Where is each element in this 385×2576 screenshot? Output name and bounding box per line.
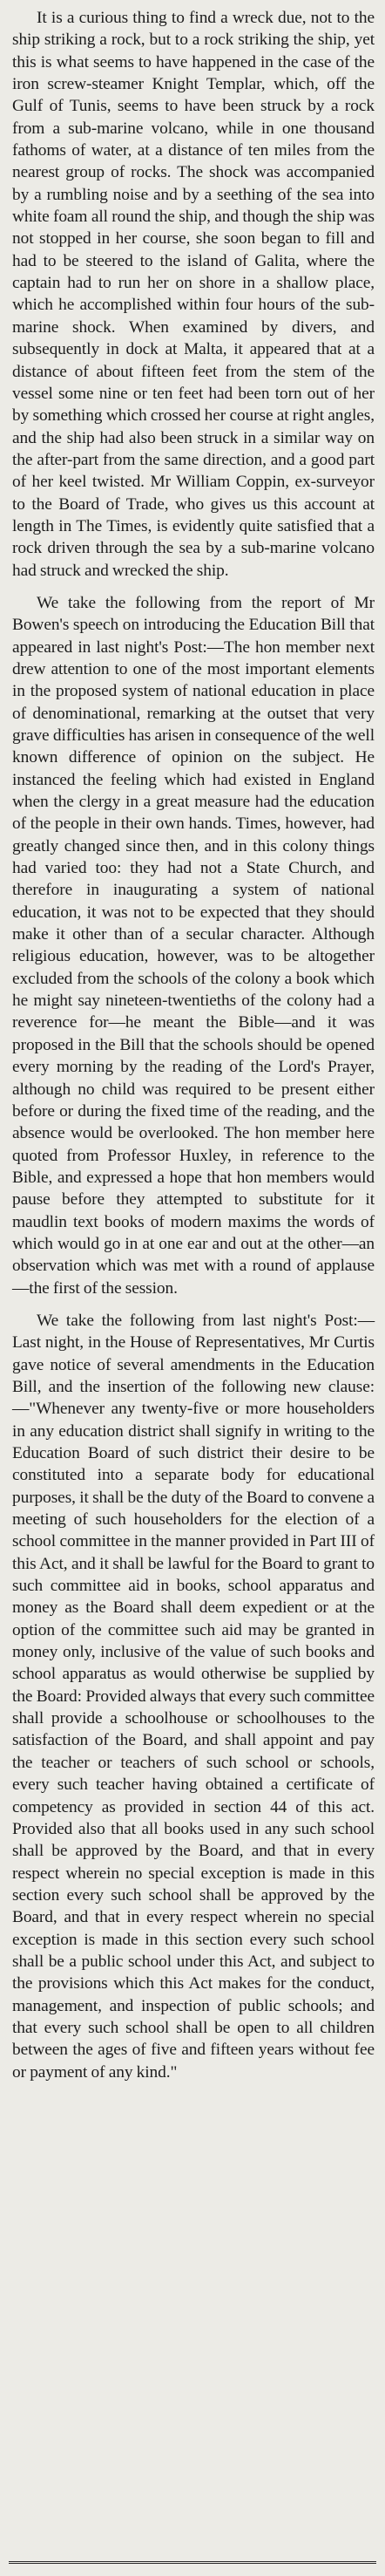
paragraph-new-clause: We take the following from last night's Post:—Last night, in the House of Representatives, Mr Curtis gave notice of several amendments in the Education Bill, and the insertion of the following new clause:—"Whenever any twenty-five or more householders in any education district shall signify in writing to the Education Board of such district their desire to be constituted into a separate body for educational purposes, it shall be the duty of the Board to convene a meeting of such householders for the election of a school committee in the manner provided in Part III of this Act, and it shall be lawful for the Board to grant to such committee aid in books, school apparatus and money as the Board shall deem expedient or at the option of the committee such aid may be granted in money only, inclusive of the value of such books and school apparatus as would otherwise be supplied by the Board: Provided always that every such committee shall provide a schoolhouse or schoolhouses to the satisfaction of the Board, and shall appoint and pay the teacher or teachers of such school or schools, every such teacher having obtained a certificate of competency as provided in section 44 of this act. Provided also that all books used in any such school shall be approved by the Board, and that in every respect wherein no special exception is made in this section every such school shall be approved by the Board, and that in every respect wherein no special exception is made in this section every such school shall be a public school under this Act, and subject to the provisions which this Act makes for the conduct, management, and inspection of public schools; and that every such school shall be open to all children between the ages of five and fifteen years without fee or payment of any kind." (12, 1311, 375, 2082)
paragraph-wreck: It is a curious thing to find a wreck due, not to the ship striking a rock, but to a rock striking the ship, yet this is what seems to have happened in the case of the iron screw-steamer Knight Templar, which, off the Gulf of Tunis, seems to have been struck by a rock from a sub-marine volcano, while in one thousand fathoms of water, at a distance of ten miles from the nearest group of rocks. The shock was accompanied by a rumbling noise and by a seething of the sea into white foam all round the ship, and though the ship was not stopped in her course, she soon began to fill and had to be steered to the island of Galita, where the captain had to run her on shore in a shallow place, which he accomplished within four hours of the sub-marine shock. When examined by divers, and subsequently in dock at Malta, it appeared that at a distance of about fifteen feet from the stem of the vessel some nine or ten feet had been torn out of her by something which crossed her course at right angles, and the ship had also been struck in a similar way on the after-part from the same direction, and a good part of her keel twisted. Mr William Coppin, ex-surveyor to the Board of Trade, who gives us this account at length in The Times, is evidently quite satisfied that a rock driven through the sea by a sub-marine volcano had struck and wrecked the ship. (12, 9, 375, 580)
end-rule-divider (9, 2561, 376, 2564)
article-body (12, 7, 375, 2083)
paragraph-education-speech: We take the following from the report of Mr Bowen's speech on introducing the Education Bill that appeared in last night's Post:—The hon member next drew attention to one of the most important elements in the proposed system of national education in place of denominational, remarking at the outset that very grave difficulties has arisen in consequence of the well known difference of opinion on the subject. He instanced the feeling which had existed in England when the clergy in a great measure had the education of the people in their own hands. Times, however, had greatly changed since then, and in this colony things had varied too: they had not a State Church, and therefore in inaugurating a system of national education, it was not to be expected that they should make it other than of a secular character. Although religious education, however, was to be altogether excluded from the schools of the colony a book which he might say nineteen-twentieths of the colony had a reverence for—he meant the Bible—and it was proposed in the Bill that the schools should be opened every morning by the reading of the Lord's Prayer, although no child was required to be present either before or during the fixed time of the reading, and the absence would be overlooked. The hon member here quoted from Professor Huxley, in reference to the Bible, and expressed a hope that hon members would pause before they attempted to substitute for it maudlin text books of modern maxims the words of which would go in at one ear and out at the other—an observation which was met with a round of applause—the first of the session. (12, 593, 375, 1298)
